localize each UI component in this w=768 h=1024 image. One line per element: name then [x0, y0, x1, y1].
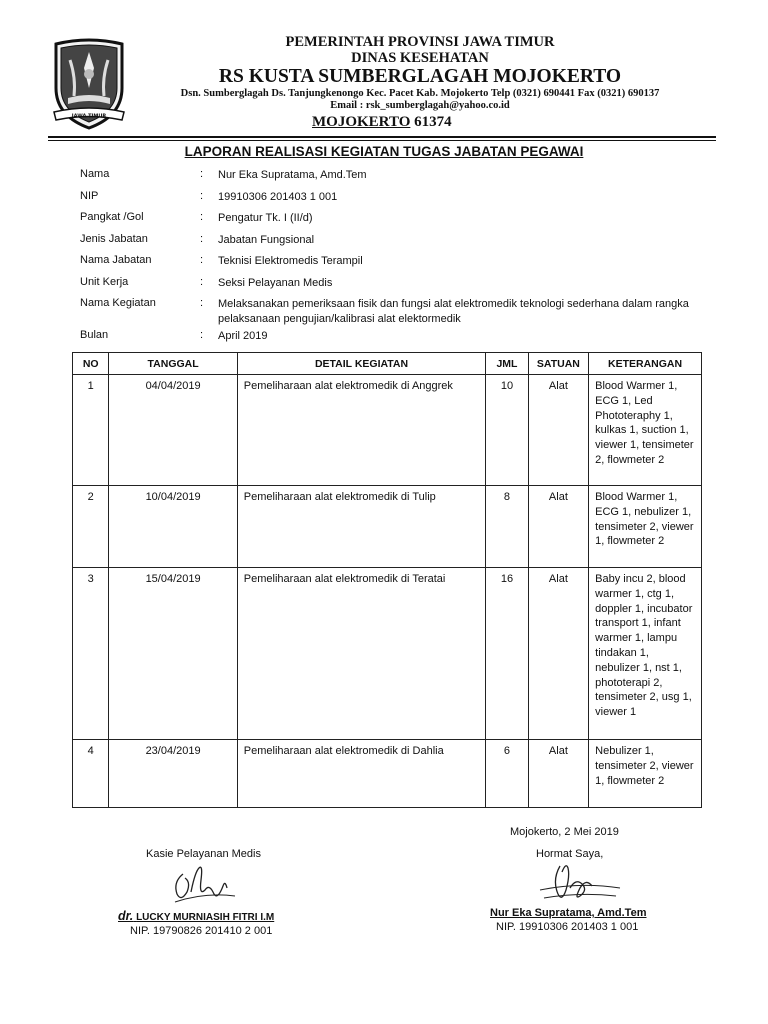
cell-no: 1 — [73, 375, 109, 486]
info-value: April 2019 — [218, 330, 268, 342]
info-value: Melaksanakan pemeriksaan fisik dan fungsi alat elektromedik teknologi sederhana dalam rangka pelaksanaan pengujian/kalibrasi alat elektormedik — [218, 298, 689, 325]
city-name: MOJOKERTO — [312, 114, 411, 130]
cell-no: 4 — [73, 740, 109, 808]
logo-ribbon-text: JAWA TIMUR — [71, 113, 107, 120]
info-row-position-name — [80, 254, 720, 276]
right-signer-nip: NIP. 19910306 201403 1 001 — [496, 921, 639, 933]
header-note: KETERANGAN — [589, 353, 702, 375]
info-value: Jabatan Fungsional — [218, 233, 315, 246]
info-label: Nama — [80, 168, 110, 180]
info-colon: : — [200, 189, 204, 202]
info-row-position-type — [80, 233, 720, 255]
info-row-month — [80, 329, 720, 351]
table-row — [73, 375, 702, 486]
left-signer-nip: NIP. 19790826 201410 2 001 — [130, 925, 273, 937]
info-label: Unit Kerja — [80, 275, 129, 288]
left-signer-title: dr. — [118, 909, 134, 923]
place-date: Mojokerto, 2 Mei 2019 — [510, 826, 619, 838]
header-no: NO — [73, 353, 109, 375]
header-rule-thin — [48, 140, 716, 141]
cell-qty: 6 — [486, 740, 528, 808]
info-value: Pengatur Tk. I (II/d) — [218, 212, 313, 224]
letterhead-text — [140, 34, 700, 112]
cell-detail: Pemeliharaan alat elektromedik di Teratai — [237, 568, 485, 740]
info-colon: : — [200, 254, 204, 266]
header-qty: JML — [486, 353, 528, 375]
cell-note: Blood Warmer 1, ECG 1, nebulizer 1, tensimeter 2, viewer 1, flowmeter 2 — [589, 486, 702, 568]
header-unit: SATUAN — [528, 353, 588, 375]
hospital-address: Dsn. Sumberglagah Ds. Tanjungkenongo Kec. Pacet Kab. Mojokerto Telp (0321) 690441 Fax (0321) 690137 — [180, 88, 660, 99]
info-row-name — [80, 168, 720, 190]
city-postal — [312, 114, 452, 131]
cell-unit: Alat — [528, 740, 588, 808]
cell-no: 3 — [73, 568, 109, 740]
info-value: 19910306 201403 1 001 — [218, 190, 338, 203]
info-colon: : — [200, 275, 204, 288]
info-colon: : — [200, 168, 204, 180]
info-row-work-unit — [80, 276, 720, 298]
header-rule-thick — [48, 136, 716, 138]
info-label: Nama Jabatan — [80, 254, 152, 266]
info-colon: : — [200, 297, 204, 309]
info-colon: : — [200, 211, 204, 223]
cell-date: 23/04/2019 — [109, 740, 237, 808]
cell-detail: Pemeliharaan alat elektromedik di Dahlia — [237, 740, 485, 808]
letterhead — [0, 30, 768, 140]
report-title: LAPORAN REALISASI KEGIATAN TUGAS JABATAN PEGAWAI — [184, 144, 584, 159]
info-value: Seksi Pelayanan Medis — [218, 276, 333, 289]
government-name: PEMERINTAH PROVINSI JAWA TIMUR — [285, 34, 555, 50]
info-label: Bulan — [80, 329, 109, 341]
info-label: NIP — [80, 189, 99, 202]
table-row — [73, 568, 702, 740]
shield-emblem-icon — [50, 38, 128, 130]
cell-qty: 10 — [486, 375, 528, 486]
info-colon: : — [200, 329, 204, 341]
table-header-row — [73, 353, 702, 375]
cell-date: 10/04/2019 — [109, 486, 237, 568]
hospital-email: Email : rsk_sumberglagah@yahoo.co.id — [330, 100, 510, 111]
right-signer-role: Hormat Saya, — [536, 848, 604, 860]
info-row-rank — [80, 211, 720, 233]
table-row — [73, 486, 702, 568]
table-row — [73, 740, 702, 808]
cell-detail: Pemeliharaan alat elektromedik di Tulip — [237, 486, 485, 568]
left-signature-icon — [165, 862, 255, 912]
cell-date: 04/04/2019 — [109, 375, 237, 486]
info-colon: : — [200, 232, 204, 245]
cell-unit: Alat — [528, 375, 588, 486]
postal-code: 61374 — [414, 114, 452, 130]
info-label: Jenis Jabatan — [80, 232, 148, 245]
header-date: TANGGAL — [109, 353, 237, 375]
cell-unit: Alat — [528, 486, 588, 568]
cell-note: Baby incu 2, blood warmer 1, ctg 1, doppler 1, incubator transport 1, infant warmer 1, lampu tindakan 1, nebulizer 1, nst 1, phototerapi 2, tensimeter 2, usg 1, viewer 1 — [589, 568, 702, 740]
cell-note: Blood Warmer 1, ECG 1, Led Phototeraphy 1, kulkas 1, suction 1, viewer 1, tensimeter 2, flowmeter 2 — [589, 375, 702, 486]
left-signer-name-text: LUCKY MURNIASIH FITRI I.M — [136, 912, 275, 923]
info-row-activity — [80, 297, 720, 329]
cell-note: Nebulizer 1, tensimeter 2, viewer 1, flowmeter 2 — [589, 740, 702, 808]
info-value: Nur Eka Supratama, Amd.Tem — [218, 169, 367, 181]
activities-table — [72, 352, 702, 808]
header-detail: DETAIL KEGIATAN — [237, 353, 485, 375]
left-signer-name — [118, 909, 274, 923]
cell-no: 2 — [73, 486, 109, 568]
cell-date: 15/04/2019 — [109, 568, 237, 740]
department-name: DINAS KESEHATAN — [351, 50, 489, 66]
cell-qty: 8 — [486, 486, 528, 568]
info-label: Nama Kegiatan — [80, 297, 156, 309]
employee-info — [80, 168, 720, 351]
cell-qty: 16 — [486, 568, 528, 740]
info-value: Teknisi Elektromedis Terampil — [218, 255, 363, 267]
right-signer-name: Nur Eka Supratama, Amd.Tem — [490, 907, 647, 919]
right-signature-icon — [530, 858, 630, 912]
left-signer-role: Kasie Pelayanan Medis — [146, 848, 261, 860]
cell-unit: Alat — [528, 568, 588, 740]
east-java-emblem-logo — [50, 38, 128, 130]
cell-detail: Pemeliharaan alat elektromedik di Anggrek — [237, 375, 485, 486]
hospital-name: RS KUSTA SUMBERGLAGAH MOJOKERTO — [218, 66, 622, 87]
info-label: Pangkat /Gol — [80, 211, 144, 223]
info-row-nip — [80, 190, 720, 212]
